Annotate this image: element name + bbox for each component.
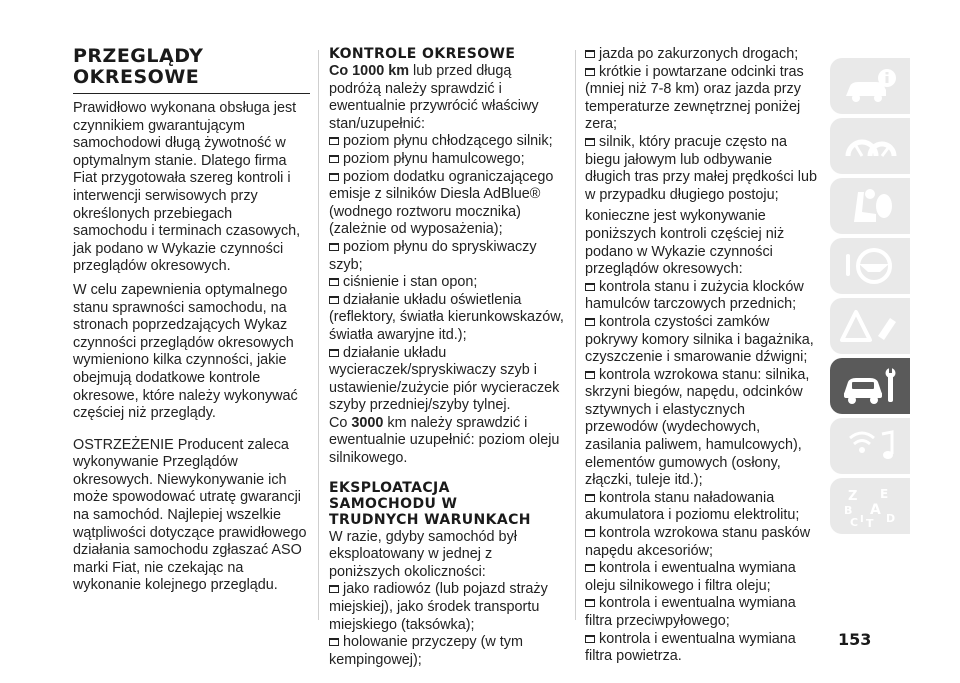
list-item: krótkie i powtarzane odcinki tras (mniej niż 7-8 km) oraz jazda przy temperaturze zewnętrznej poniżej zera; — [585, 63, 804, 133]
list-item: kontrola czystości zamków pokrywy komory silnika i bagażnika, czyszczenie i smarowanie dźwigni; — [585, 313, 814, 366]
list-item: poziom dodatku ograniczającego emisje z silników Diesla AdBlue® (wodnego roztworu mocznika) (zależnie od wyposażenia); — [329, 168, 554, 238]
bullet-icon — [585, 529, 595, 537]
bullet-icon — [585, 68, 595, 76]
warning-triangle-icon — [840, 304, 900, 348]
bullet-icon — [585, 371, 595, 379]
bullet-icon — [329, 137, 339, 145]
warning-paragraph: OSTRZEŻENIE Producent zaleca wykonywanie Przeglądów okresowych. Niewykonywanie ich może spowodować utratę gwarancji na samochód. Najlepiej wszelkie wątpliwości dotyczące prawidłowego działania samochodu zgłaszać ASO marki Fiat, nie czekając na wykonanie kolejnego przeglądu. — [73, 436, 307, 594]
list-item: kontrola i ewentualna wymiana filtra przeciwpyłowego; — [585, 595, 796, 629]
section-title-periodic-checks: KONTROLE OKRESOWE — [329, 46, 516, 62]
index-letter: D — [886, 512, 896, 525]
list-item: jako radiowóz (lub pojazd straży miejskiej), jako środek transportu miejskiego (taksówka); — [329, 581, 548, 633]
bullet-icon — [329, 278, 339, 286]
car-info-icon — [840, 64, 900, 108]
car-wrench-icon — [840, 364, 900, 408]
title-line-2: OKRESOWE — [73, 66, 200, 88]
alphabet-index-icon — [840, 484, 900, 528]
list-item: poziom płynu chłodzącego silnik; — [329, 133, 567, 151]
bullet-icon — [329, 243, 339, 251]
airbag-seat-icon — [840, 184, 900, 228]
list-item: poziom płynu hamulcowego; — [329, 151, 567, 169]
conditions-list — [329, 581, 567, 669]
column-3 — [585, 46, 817, 666]
interval-rest: lub przed długą podróżą należy sprawdzić i ewentualnie przywrócić właściwy stan/uzupełnić: — [329, 63, 539, 132]
index-letter: T — [866, 517, 874, 528]
frequent-checks-list — [585, 279, 817, 666]
list-item: kontrola stanu i zużycia klocków hamulców tarczowych przednich; — [585, 278, 804, 313]
column-2 — [329, 46, 567, 669]
list-item: kontrola wzrokowa stanu: silnika, skrzyni biegów, napędu, odcinków sztywnych i elastycznych przewodów (wydechowych, zasilania paliwem, hamulcowych), elementów gumowych (osłony, złączki, tuleje itd.); — [585, 366, 810, 489]
bullet-icon — [585, 318, 595, 326]
list-item: kontrola i ewentualna wymiana filtra powietrza. — [585, 630, 796, 665]
index-letter: B — [844, 504, 853, 517]
index-letter: A — [870, 502, 881, 518]
intro-paragraph: Prawidłowo wykonana obsługa jest czynnikiem gwarantującym samochodowi długą żywotność w optymalnym stanie. Dlatego firma Fiat przygotowała szereg kontroli i interwencji serwisowych przy określonych przebiegach samochodu i terminach czasowych, jak podano w Wykazie czynności przeglądów okresowych. — [73, 100, 301, 275]
tab-car-info[interactable] — [830, 58, 910, 114]
list-item: kontrola i ewentualna wymiana oleju silnikowego i filtra oleju; — [585, 560, 796, 594]
list-item: holowanie przyczepy (w tym kempingowej); — [329, 634, 523, 668]
column-divider — [318, 50, 319, 620]
index-letter: E — [880, 487, 889, 501]
frequent-checks-intro: konieczne jest wykonywanie poniższych kontroli częściej niż podano w Wykazie czynności przeglądów okresowych: — [585, 208, 785, 278]
check-list — [329, 133, 567, 415]
index-letter: Z — [848, 489, 858, 504]
oil-interval-bold: 3000 — [351, 414, 384, 431]
list-item: działanie układu oświetlenia (reflektory, światła kierunkowskazów, światła awaryjne itd.); — [329, 291, 564, 343]
dashboard-gauge-icon — [840, 124, 900, 168]
bullet-icon — [329, 638, 339, 646]
bullet-icon — [585, 50, 595, 58]
bullet-icon — [585, 635, 595, 643]
bullet-icon — [585, 599, 595, 607]
index-letter: C — [850, 516, 859, 528]
column-1 — [73, 46, 310, 601]
tab-safety[interactable] — [830, 178, 910, 234]
bullet-icon — [329, 155, 339, 163]
tab-dashboard[interactable] — [830, 118, 910, 174]
list-item: silnik, który pracuje często na biegu jałowym lub odbywanie długich tras przy małej prędkości lub w przypadku długiego postoju; — [585, 133, 817, 203]
list-item: kontrola stanu naładowania akumulatora i poziomu elektrolitu; — [585, 489, 800, 524]
bullet-icon — [585, 283, 595, 291]
column-divider — [575, 50, 576, 620]
list-item: poziom płynu do spryskiwaczy szyb; — [329, 238, 537, 273]
tab-driving[interactable] — [830, 238, 910, 294]
bullet-icon — [585, 138, 595, 146]
index-letter: I — [860, 514, 864, 525]
conditions-list-continued — [585, 46, 817, 204]
steering-wheel-icon — [840, 244, 900, 288]
page-number: 153 — [838, 630, 872, 649]
tab-emergency[interactable] — [830, 298, 910, 354]
second-paragraph: W celu zapewnienia optymalnego stanu sprawności samochodu, na stronach poprzedzających Wykaz czynności przeglądów okresowych wymieniono kilka czynności, jakie obejmują dodatkowe kontrole okresowe, które należy wykonywać częściej niż przeglądy. — [73, 281, 298, 422]
list-item: ciśnienie i stan opon; — [329, 274, 567, 292]
title-line-1: PRZEGLĄDY — [73, 45, 204, 67]
tab-index[interactable] — [830, 478, 910, 534]
list-item: jazda po zakurzonych drogach; — [585, 46, 817, 64]
bullet-icon — [585, 494, 595, 502]
radio-music-icon — [840, 424, 900, 468]
bullet-icon — [329, 173, 339, 181]
bullet-icon — [329, 296, 339, 304]
bullet-icon — [329, 585, 339, 593]
periodic-intro — [329, 63, 567, 133]
hard-conditions-intro: W razie, gdyby samochód był eksploatowany w jednej z poniższych okoliczności: — [329, 528, 517, 580]
bullet-icon — [329, 349, 339, 357]
interval-bold: Co 1000 km — [329, 63, 409, 79]
list-item: działanie układu wycieraczek/spryskiwaczy szyb i ustawienie/zużycie piór wycieraczek szyby przedniej/szyby tylnej. — [329, 344, 560, 414]
tab-maintenance[interactable] — [830, 358, 910, 414]
section-title-hard-conditions: EKSPLOATACJA SAMOCHODU W TRUDNYCH WARUNKACH — [329, 479, 531, 528]
page-title — [73, 46, 310, 94]
bullet-icon — [585, 564, 595, 572]
tab-multimedia[interactable] — [830, 418, 910, 474]
oil-check-paragraph: Co 3000 km należy sprawdzić i ewentualnie uzupełnić: poziom oleju silnikowego. — [329, 414, 560, 467]
list-item: kontrola wzrokowa stanu pasków napędu akcesoriów; — [585, 525, 811, 559]
